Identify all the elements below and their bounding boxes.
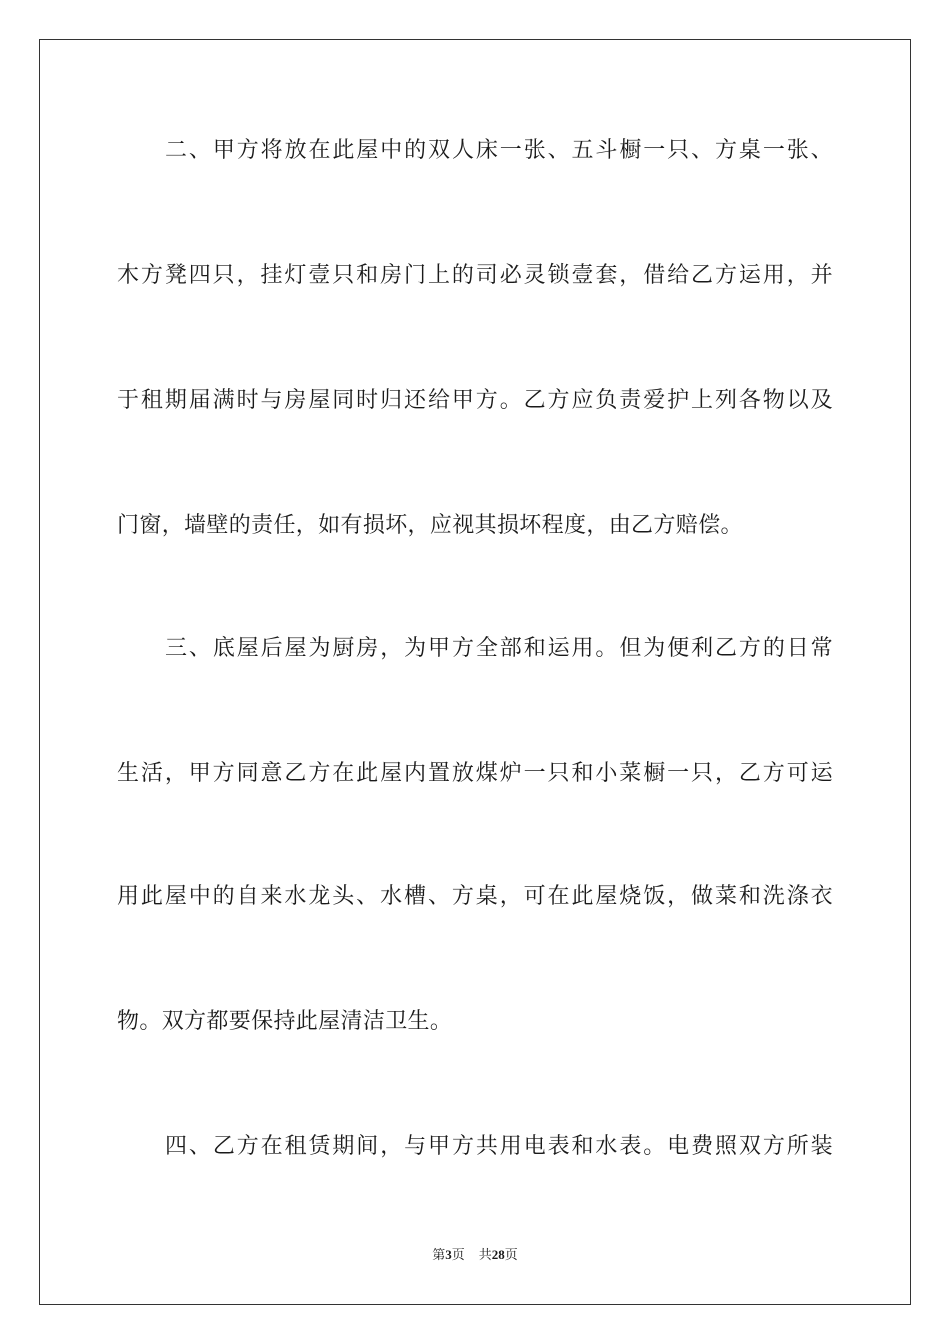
paragraph-2-line-2: 木方凳四只，挂灯壹只和房门上的司必灵锁壹套，借给乙方运用，并 [117, 263, 833, 288]
paragraph-3-line-4: 物。双方都要保持此屋清洁卫生。 [117, 1009, 453, 1034]
paragraph-2-line-1: 二、甲方将放在此屋中的双人床一张、五斗橱一只、方桌一张、 [165, 138, 833, 163]
page-prefix: 第 [432, 1248, 446, 1263]
paragraph-3-line-2: 生活，甲方同意乙方在此屋内置放煤炉一只和小菜橱一只，乙方可运 [117, 761, 833, 786]
page-current: 3 [445, 1247, 452, 1262]
paragraph-3-line-1: 三、底屋后屋为厨房，为甲方全部和运用。但为便利乙方的日常 [165, 636, 833, 661]
paragraph-2-line-4: 门窗，墙壁的责任，如有损坏，应视其损坏程度，由乙方赔偿。 [117, 513, 743, 538]
page-footer [0, 1246, 950, 1265]
page-unit: 页 [451, 1248, 465, 1263]
page-border [39, 39, 911, 1305]
paragraph-2-line-3: 于租期届满时与房屋同时归还给甲方。乙方应负责爱护上列各物以及 [117, 388, 833, 413]
page-total: 28 [491, 1247, 505, 1262]
total-unit: 页 [504, 1248, 518, 1263]
paragraph-3-line-3: 用此屋中的自来水龙头、水槽、方桌，可在此屋烧饭，做菜和洗涤衣 [117, 884, 833, 909]
paragraph-4-line-1: 四、乙方在租赁期间，与甲方共用电表和水表。电费照双方所装 [165, 1134, 833, 1159]
total-prefix: 共 [478, 1248, 492, 1263]
